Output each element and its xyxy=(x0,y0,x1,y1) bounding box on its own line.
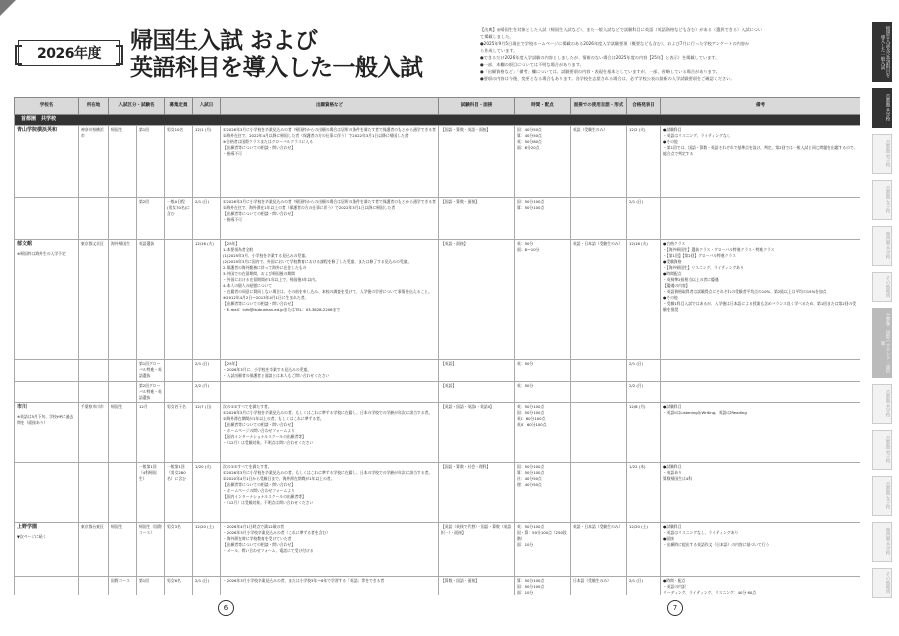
exam-name-cell xyxy=(137,240,165,360)
school-name xyxy=(15,523,79,577)
result-date-cell-text: 2/1 (日) xyxy=(629,578,644,583)
time-points-cell-text: 国：50分100点 算：50分100点 xyxy=(517,199,545,210)
location-cell-text: 東京都台東区 xyxy=(81,524,104,529)
school-note: ※英語は5月下旬、学校HPに過去問を（面接あり） xyxy=(17,414,74,425)
school-name-text: 青山学院横浜英和 xyxy=(17,127,58,133)
exam-date-cell-text: 2/1 (日) xyxy=(195,361,210,366)
page-title xyxy=(130,28,423,82)
capacity-cell-text: 一般A日程(男女70名)に含む xyxy=(167,199,190,216)
result-date-cell-text: 12/16 (火) xyxy=(629,241,648,246)
school-name xyxy=(15,360,79,382)
result-date-cell xyxy=(627,463,661,523)
time-points-cell xyxy=(515,240,571,360)
sidebar-tab[interactable]: その他地域 xyxy=(872,568,892,598)
title-line-2: 英語科目を導入した一般入試 xyxy=(130,55,423,81)
capacity-cell xyxy=(165,360,193,382)
school-name-text: 市川 xyxy=(17,404,28,410)
exam-name-cell-text: 第1回 xyxy=(139,578,150,583)
school-name xyxy=(15,126,79,198)
sidebar-tab[interactable]: 首都圏 女子校 xyxy=(872,476,892,516)
exam-name-cell-text: 第2回グローバル特進・英語選抜 xyxy=(139,383,162,400)
capacity-cell-text: 一般第1回（男女280名）に含む xyxy=(167,464,186,481)
interview-language-cell xyxy=(571,463,627,523)
interview-language-cell-text: 英語・日本語（受験生のみ） xyxy=(573,524,623,529)
sidebar-tab[interactable]: 全寮制・国際バカロレア・通信制 xyxy=(872,308,892,378)
interview-language-cell-text: 日本語（受験生のみ） xyxy=(573,578,611,583)
section-sidebar xyxy=(872,22,894,602)
table-row xyxy=(15,126,861,198)
exam-date-cell-text: 12/20 (土) xyxy=(195,524,214,529)
category-cell-text: 帰国生 xyxy=(111,127,123,132)
category-cell xyxy=(109,463,137,523)
notes-cell xyxy=(661,523,861,577)
note-line: ●2025年9月5日現在で学校ホームページに掲載のある2026年度入学試験要項（概要なども含む）、および7月に行った学校アンケートの内容か xyxy=(480,41,750,46)
subjects-cell-text: 【英語・面接】 xyxy=(441,241,468,246)
capacity-cell xyxy=(165,382,193,403)
notes-cell-text: ●合格クラス ・【海外帰国生】選抜クラス・グローバル特進クラス・特進クラス ・【第1回】【第2回】グローバル特進クラス ●受験資格 ・【海外帰国生】リスニング、ライティングあり ●時間配点 ・英検準2級相当以上の者に優遇 【優遇の内容】 ・英語資格取得者は試験得点にそれぞれの受験者平均点の10%、第2級以上は平均の15%を加点 ●その他 ・受験1科目入試ではあるが、入学後は日本語による授業も含めバランス良く学べるため、第1回または第2回の受験を推奨 xyxy=(663,241,857,312)
exam-date-cell xyxy=(193,198,221,240)
note-line: ●できるだけ2026年度入学試験の内容としましたが、情報のない場合は2025年度の内容【25年】と表示）を掲載しています。 xyxy=(480,55,720,60)
category-cell xyxy=(109,240,137,360)
eligibility-cell xyxy=(221,463,439,523)
sidebar-tab[interactable]: 関西圏 共学校 xyxy=(872,226,892,266)
subjects-cell-text: 【英語】 xyxy=(441,383,457,388)
col-header-capacity: 募集定員 xyxy=(165,98,193,115)
result-date-cell-text: 12/8 (月) xyxy=(629,404,646,409)
exam-date-cell-text: 2/2 (月) xyxy=(195,383,210,388)
location-cell-text: 千葉県市川市 xyxy=(81,404,104,409)
interview-language-cell-text: 英語（受験生のみ） xyxy=(573,127,608,132)
subjects-cell xyxy=(439,126,515,198)
time-points-cell xyxy=(515,198,571,240)
col-header-time: 時間・配点 xyxy=(515,98,571,115)
result-date-cell-text: 2/1 (日) xyxy=(629,199,644,204)
col-header-location: 所在地 xyxy=(79,98,109,115)
col-header-language: 面接での使用言語・形式 xyxy=(571,98,627,115)
time-points-cell xyxy=(515,382,571,403)
exam-name-cell xyxy=(137,198,165,240)
exam-name-cell xyxy=(137,126,165,198)
eligibility-cell xyxy=(221,577,439,596)
region-label: 首都圏 共学校 xyxy=(15,115,861,126)
note-line: ら作成しています。 xyxy=(480,48,518,53)
exam-date-cell xyxy=(193,403,221,463)
category-cell-text: 帰国生 xyxy=(111,404,123,409)
category-cell-text: 国際コース xyxy=(111,578,130,583)
interview-language-cell xyxy=(571,577,627,596)
eligibility-cell xyxy=(221,126,439,198)
subjects-cell xyxy=(439,360,515,382)
result-date-cell xyxy=(627,198,661,240)
exam-name-cell-text: 一般第1回（4科帰国生） xyxy=(139,464,157,481)
school-name xyxy=(15,463,79,523)
exam-name-cell xyxy=(137,360,165,382)
location-cell xyxy=(79,198,109,240)
capacity-cell-text: 男女6名 xyxy=(167,578,181,583)
result-date-cell xyxy=(627,382,661,403)
notes-cell-text: ●試験科目 ・英語はリスニング、ライティングなし ●その他 ・第1回では、国語・算数・英語それぞれで基準点を設け、判定。第2回では一般入試と同じ問題を出題するので、総合点で判定する xyxy=(663,127,858,156)
exam-name-cell xyxy=(137,382,165,403)
result-date-cell xyxy=(627,360,661,382)
exam-date-cell xyxy=(193,523,221,577)
subjects-cell xyxy=(439,382,515,403)
eligibility-cell xyxy=(221,382,439,403)
location-cell xyxy=(79,403,109,463)
exam-name-cell-text: 帰国生（国際コース） xyxy=(139,524,162,535)
time-points-cell xyxy=(515,463,571,523)
time-points-cell xyxy=(515,126,571,198)
exam-date-cell xyxy=(193,240,221,360)
exam-date-cell xyxy=(193,382,221,403)
category-cell xyxy=(109,360,137,382)
category-cell xyxy=(109,577,137,596)
sidebar-tab[interactable]: 首都圏 共学校 xyxy=(872,384,892,424)
time-points-cell-text: 英：50分100点 国・算：50分100点（250段階） 面：10分 xyxy=(517,524,567,547)
result-date-cell xyxy=(627,577,661,596)
subjects-cell-text: 【英語（英検で代替）・国語・算数（英語択一）・面接】 xyxy=(441,524,512,535)
category-cell-text: 海外帰国生 xyxy=(111,241,130,246)
category-cell-text: 帰国生 xyxy=(111,524,123,529)
eligibility-cell xyxy=(221,523,439,577)
subjects-cell xyxy=(439,463,515,523)
exam-name-cell xyxy=(137,403,165,463)
col-header-result: 合格発表日 xyxy=(627,98,661,115)
capacity-cell xyxy=(165,463,193,523)
time-points-cell-text: 国：50分100点 算：50分100点 社：40分50点 理：40分50点 xyxy=(517,464,545,487)
capacity-cell xyxy=(165,403,193,463)
notes-cell-text: ●時間・配点 ・英語の内訳 リーディング、ライティング、リスニング：40分 60点 xyxy=(663,578,757,595)
exam-date-cell xyxy=(193,360,221,382)
sidebar-tab[interactable]: 帰国生入試及び英語科目を導入した一般入試 xyxy=(872,22,892,82)
school-name xyxy=(15,198,79,240)
location-cell xyxy=(79,240,109,360)
notes-cell xyxy=(661,360,861,382)
time-points-cell-text: 算：50分100点 国：50分100点 面：10分 xyxy=(517,578,545,595)
time-points-cell-text: 英：50分100点 国：50分100点 英I：60分100点 英II：60分100点 xyxy=(517,404,547,427)
result-date-cell-text: 2/1 (日) xyxy=(629,361,644,366)
exam-date-cell-text: 2/1 (日) xyxy=(195,199,210,204)
col-header-date: 入試日 xyxy=(193,98,221,115)
eligibility-cell-text: 次の①②すべてを満たす者。 ①2026年3月に小学校を卒業見込みの者、もしくはこれに準ずる学校に在籍し、日本の学校での学齢が年次に該当する者。 ②2020年4月1日から受験日まで、海外滞在期間が1年以上の者。 【出願者等についての相談・問い合わせ】 ・ホームページの問い合わせフォームより 【国内インターナショナルスクールの出願者等】 ・（12月）は受験対象。不明点は問い合わせください xyxy=(223,464,433,505)
category-cell xyxy=(109,382,137,403)
title-line-1: 帰国生入試 および xyxy=(130,28,318,54)
table-row xyxy=(15,240,861,360)
interview-language-cell xyxy=(571,198,627,240)
note-line: 【出典】◎帰国生を対象とした入試（帰国生入試など）、また一般入試などで試験科目に英語（英語資格なども含む）がある（選択できる）入試につい xyxy=(480,27,763,32)
sidebar-tab[interactable]: 関西圏 共学校 xyxy=(872,522,892,562)
interview-language-cell xyxy=(571,382,627,403)
table-row xyxy=(15,403,861,463)
exam-name-cell-text: 英語選抜 xyxy=(139,241,155,246)
interview-language-cell xyxy=(571,126,627,198)
subjects-cell xyxy=(439,240,515,360)
subjects-cell-text: 【算数・国語・面接】 xyxy=(441,578,479,583)
col-header-notes: 備考 xyxy=(661,98,861,115)
subjects-cell-text: 【国語・算数・社会・理科】 xyxy=(441,464,491,469)
table-header-row xyxy=(15,98,861,115)
note-line: て掲載しました。 xyxy=(480,34,514,39)
notes-cell xyxy=(661,577,861,596)
notes-cell xyxy=(661,126,861,198)
category-cell xyxy=(109,523,137,577)
notes-cell-text: ●試験科目 ・英語IIはListening＆Writing、英語IはReading xyxy=(663,404,747,415)
subjects-cell-text: 【国語・算数・面接】 xyxy=(441,199,479,204)
result-date-cell-text: 1/22 (木) xyxy=(629,464,646,469)
sidebar-tab[interactable]: 首都圏 男子校 xyxy=(872,430,892,470)
capacity-cell xyxy=(165,198,193,240)
interview-language-cell xyxy=(571,360,627,382)
exam-name-cell-text: 第1回 xyxy=(139,127,150,132)
exam-date-cell xyxy=(193,577,221,596)
result-date-cell xyxy=(627,240,661,360)
notes-block xyxy=(480,26,860,82)
category-cell xyxy=(109,126,137,198)
exam-date-cell xyxy=(193,463,221,523)
result-date-cell-text: 12/20 (土) xyxy=(629,524,648,529)
time-points-cell-text: 国：40分50点 算：40分50点 英：50分80点 面：8分20点 xyxy=(517,127,542,150)
table-row xyxy=(15,463,861,523)
school-name xyxy=(15,403,79,463)
time-points-cell-text: 英：50分 面：8〜10分 xyxy=(517,241,540,252)
interview-language-cell xyxy=(571,523,627,577)
interview-language-cell xyxy=(571,240,627,360)
eligibility-cell-text: ・2026年4月1日時点で満12歳の者 ・2026年3月小学校卒業見込みの者（これに準ずる者を含む） ・海外滞在時に学校教育を受けていた者 【出願者等についての相談・問い合わせ】 ・メール、問い合わせフォーム、電話にて受け付ける xyxy=(223,524,330,553)
page-number-right: 7 xyxy=(667,600,683,616)
page-numbers xyxy=(0,600,899,616)
table-row xyxy=(15,198,861,240)
location-cell-text: 神奈川県横浜市 xyxy=(81,127,104,138)
sidebar-tab[interactable]: その他地域 xyxy=(872,272,892,302)
exam-date-cell xyxy=(193,126,221,198)
notes-cell xyxy=(661,198,861,240)
capacity-cell xyxy=(165,126,193,198)
table-row xyxy=(15,523,861,577)
eligibility-cell-text: 次の①②すべてを満たす者。 ①2026年3月に小学校を卒業見込みの者、もしくはこれに準ずる学校に在籍し、日本の学校での学齢が年次に該当する者。 ②海外滞在期間が1年以上の者、もしくはこれに準ずる者。 【出願者等についての相談・問い合わせ】 ・ホームページの問い合わせフォームより 【国内インターナショナルスクールの出願者等】 ・（12月）は受験対象。不明点は問い合わせください xyxy=(223,404,433,445)
col-header-subjects: 試験科目・面接 xyxy=(439,98,515,115)
capacity-cell xyxy=(165,577,193,596)
time-points-cell xyxy=(515,360,571,382)
subjects-cell-text: 【国語・算数・英語・面接】 xyxy=(441,127,491,132)
notes-cell xyxy=(661,382,861,403)
time-points-cell xyxy=(515,403,571,463)
location-cell xyxy=(79,126,109,198)
notes-cell-text: ●試験科目 ・英語あり 算数帰国生は4科 xyxy=(663,464,692,481)
subjects-cell-text: 【英語・国語・英語I・英語II】 xyxy=(441,404,494,409)
interview-language-cell xyxy=(571,403,627,463)
col-header-school: 学校名 xyxy=(15,98,79,115)
exam-table-container xyxy=(14,97,860,595)
category-cell xyxy=(109,198,137,240)
eligibility-cell xyxy=(221,240,439,360)
notes-cell xyxy=(661,240,861,360)
school-name xyxy=(15,382,79,403)
interview-language-cell-text: 英語・日本語（受験生のみ） xyxy=(573,241,623,246)
exam-name-cell xyxy=(137,577,165,596)
result-date-cell-text: 12/2 (火) xyxy=(629,127,646,132)
page-number-left: 6 xyxy=(218,600,234,616)
table-row xyxy=(15,360,861,382)
eligibility-cell-text: ①2026年3月に小学校を卒業見込みの者（帰国枠からの出願の場合は居所の条件を満たす者で保護者のもとから通学できる者 ②海外在住で、海外滞在1年以上の者（保護者の方の仕事に伴う）で2022年3月1日以降に帰国した者 【出願者等についての相談・問い合わせ】 ・指導不可 xyxy=(223,199,436,222)
capacity-cell-text: 男女若干名 xyxy=(167,404,186,409)
notes-cell xyxy=(661,403,861,463)
note-line: ●「出願資格など」「備考」欄については、試験要項の内容・表現を基本としていますが、一部、省略している場合があります。 xyxy=(480,69,720,74)
location-cell xyxy=(79,382,109,403)
location-cell xyxy=(79,463,109,523)
result-date-cell-text: 2/2 (月) xyxy=(629,383,644,388)
notes-cell xyxy=(661,463,861,523)
school-note: ※帰国枠は海外生の入学予定 xyxy=(17,251,66,256)
school-name xyxy=(15,240,79,360)
col-header-category: 入試区分・試験名 xyxy=(109,98,165,115)
result-date-cell xyxy=(627,523,661,577)
exam-date-cell-text: 1/20 (火) xyxy=(195,464,212,469)
subjects-cell xyxy=(439,577,515,596)
location-cell xyxy=(79,523,109,577)
capacity-cell xyxy=(165,523,193,577)
col-header-eligibility: 出願資格など xyxy=(221,98,439,115)
exam-name-cell xyxy=(137,523,165,577)
corner-marker xyxy=(0,0,16,16)
table-row xyxy=(15,382,861,403)
sidebar-tab[interactable]: 首都圏 女子校 xyxy=(872,180,892,220)
time-points-cell xyxy=(515,523,571,577)
exam-name-cell-text: 第2回 xyxy=(139,199,150,204)
eligibility-cell xyxy=(221,360,439,382)
subjects-cell xyxy=(439,198,515,240)
subjects-cell xyxy=(439,523,515,577)
result-date-cell xyxy=(627,403,661,463)
capacity-cell-text: 男女3名 xyxy=(167,524,181,529)
exam-table xyxy=(14,97,860,595)
time-points-cell xyxy=(515,577,571,596)
school-note: ▼次ページに続く xyxy=(17,534,47,539)
category-cell xyxy=(109,403,137,463)
eligibility-cell xyxy=(221,198,439,240)
school-name-text: 郁文館 xyxy=(17,241,33,247)
school-name-text: 上野学園 xyxy=(17,524,38,530)
exam-name-cell xyxy=(137,463,165,523)
note-line: ●要項の内容は今後、変更となる場合もあります。各学校を志望される場合は、必ず学校公表の最新の入学試験要項をご確認ください。 xyxy=(480,76,735,81)
result-date-cell xyxy=(627,126,661,198)
location-cell-text: 東京都文京区 xyxy=(81,241,104,246)
subjects-cell-text: 【英語】 xyxy=(441,361,457,366)
capacity-cell xyxy=(165,240,193,360)
table-row xyxy=(15,577,861,596)
eligibility-cell-text: 【25年】 ・2026年3月に、小学校を卒業する見込みの児童。 ・入試出願者の保護者と面談とは本人もご問い合わせください xyxy=(223,361,330,378)
eligibility-cell xyxy=(221,403,439,463)
eligibility-cell-text: ・2026年3月小学校卒業見込みの者、または小学校3年〜6年で学習する「英語」等をできる者 xyxy=(223,578,385,583)
exam-name-cell-text: 12月 xyxy=(139,404,148,409)
exam-date-cell-text: 2/1 (日) xyxy=(195,578,210,583)
year-badge: 2026年度 xyxy=(18,40,120,66)
eligibility-cell-text: 【25年】 1.本要項為者全般 (1)2025年3月、小学校を卒業する見込みの児童。 (2)2025年3月に国内で、外国において学校教育における課程を修了した児童、または修了する見込みの児童。 2.保護者の海外勤務に伴って海外に在住したもの 3.外国での在留期間、および帰国後の期間 ・外国における在留期間が1年以上で、帰国後3年以内。 4.本人の個人の経歴について ・在籍者の同意に賛同しない場合は、その前を申し込み、本校の調査を受けて、入学後の学習について事情を伝えること。 ※2012年4月2日〜2013年4月1日に生まれた者。 【出願者等についての相談・問い合わせ】 ・E-mail：info@ikubunkan.ed.jpまたはTEL：03-3828-2206まで xyxy=(223,241,432,312)
capacity-cell-text: 男女10名 xyxy=(167,127,184,132)
school-name xyxy=(15,577,79,596)
exam-date-cell-text: 12/1 (月) xyxy=(195,127,212,132)
exam-date-cell-text: 12/16 (火) xyxy=(195,241,214,246)
region-row xyxy=(15,115,861,126)
exam-date-cell-text: 12/7 (日) xyxy=(195,404,212,409)
note-line: ●一部、本欄の項目については不明な場合があります。 xyxy=(480,62,584,67)
exam-name-cell-text: 第1回グローバル特進・英語選抜 xyxy=(139,361,162,378)
sidebar-tab[interactable]: 首都圏 男子校 xyxy=(872,134,892,174)
notes-cell-text: ●試験科目 ・英語はリスニングなし、ライティングあり ●面接 ・出願時に提出する英語作文（日本語）の内容に基づいて行う xyxy=(663,524,770,547)
sidebar-tab[interactable]: 首都圏 共学校 xyxy=(872,88,892,128)
location-cell xyxy=(79,577,109,596)
location-cell xyxy=(79,360,109,382)
time-points-cell-text: 英：50分 xyxy=(517,361,534,366)
eligibility-cell-text: ①2026年3月に小学校を卒業見込みの者（帰国枠からの出願の場合は居所の条件を満たす者で保護者のもとから通学できる者 ②海外在住で、2022年4月以降に帰国した者（保護者の方の仕事に伴う）で2022年3月1日以降に帰国した者 ※合格者は国際クラスまたはグローバルクラスに入る 【出願者等についての相談・問い合わせ】 ・指導不可 xyxy=(223,127,436,156)
subjects-cell xyxy=(439,403,515,463)
time-points-cell-text: 英：50分 xyxy=(517,383,534,388)
